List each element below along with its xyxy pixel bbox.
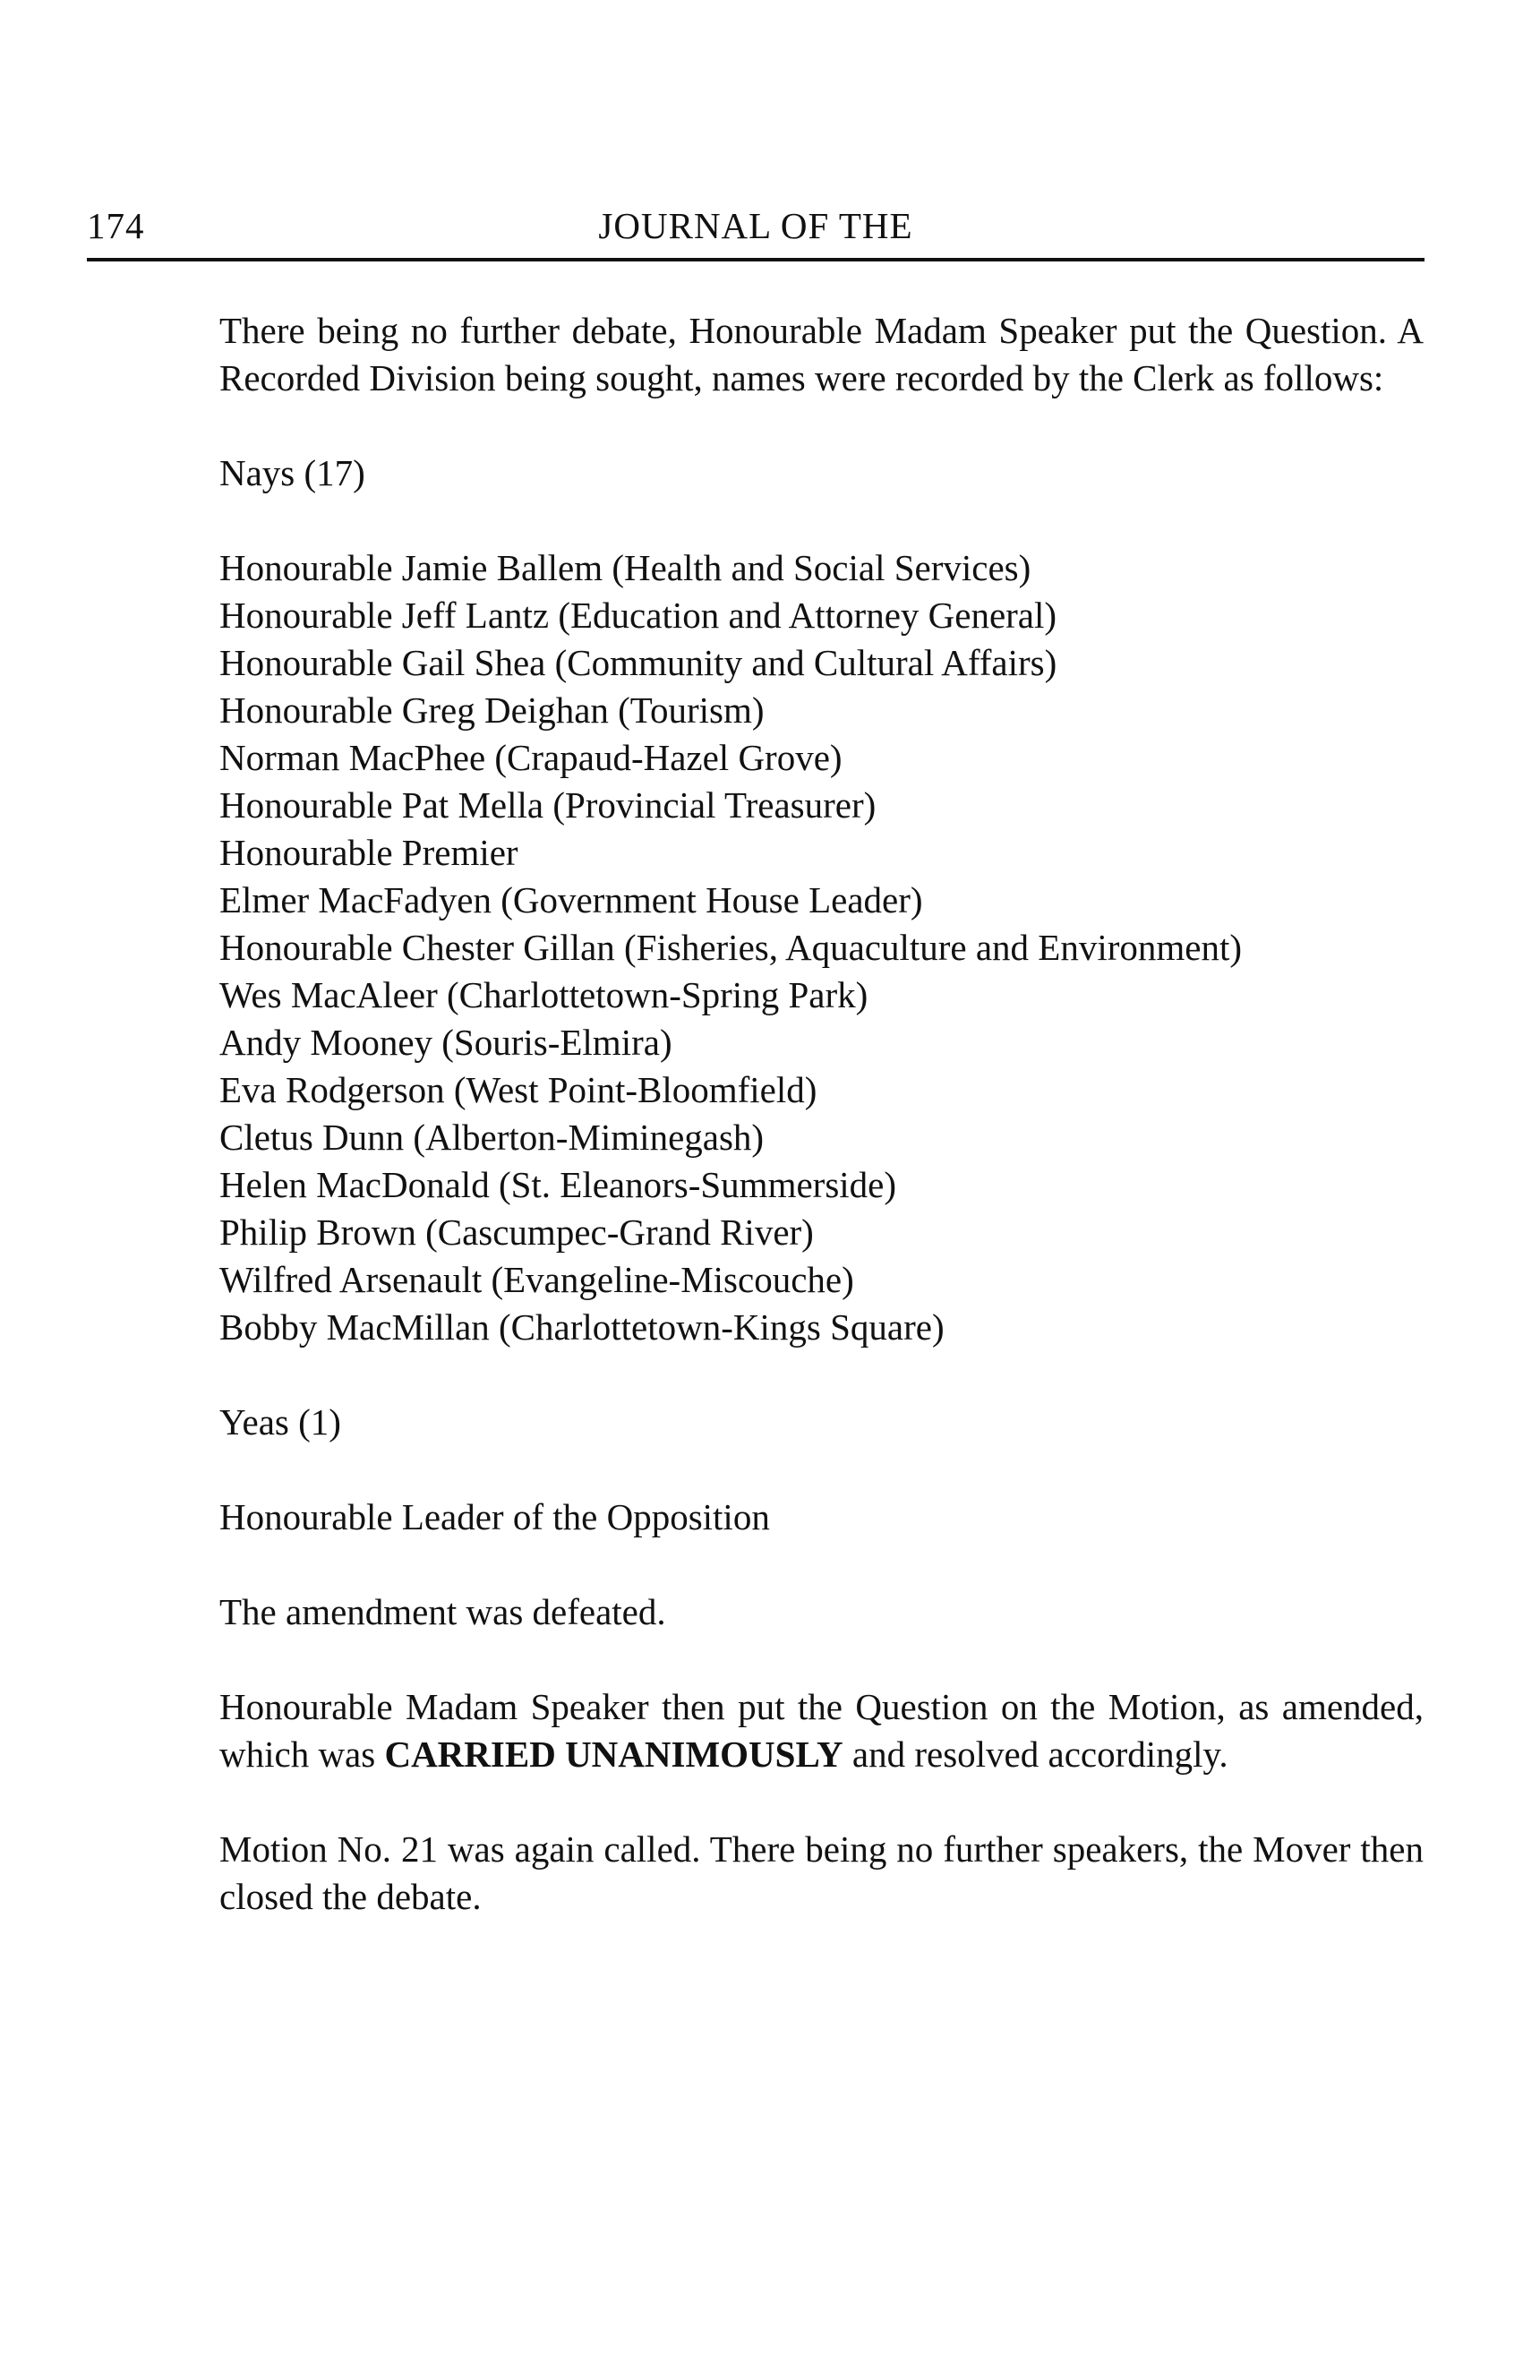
nays-member: Eva Rodgerson (West Point-Bloomfield) — [219, 1069, 817, 1110]
nays-member: Honourable Jeff Lantz (Education and Attorney General) — [219, 595, 1057, 636]
nays-member: Cletus Dunn (Alberton-Miminegash) — [219, 1117, 765, 1158]
nays-member: Honourable Gail Shea (Community and Cultural Affairs) — [219, 642, 1057, 683]
page-number: 174 — [87, 205, 145, 246]
nays-member: Honourable Premier — [219, 832, 518, 873]
nays-member: Honourable Jamie Ballem (Health and Social Services) — [219, 547, 1031, 588]
carried-unanimously: CARRIED UNANIMOUSLY — [384, 1734, 843, 1775]
nays-member: Wilfred Arsenault (Evangeline-Miscouche) — [219, 1259, 854, 1300]
nays-list — [219, 544, 1424, 1351]
intro-paragraph: There being no further debate, Honourable Madam Speaker put the Question. A Recorded Division being sought, names were recorded by the Clerk as follows: — [219, 310, 1424, 398]
page-header — [87, 199, 1424, 261]
journal-body — [219, 307, 1424, 1921]
nays-member: Philip Brown (Cascumpec-Grand River) — [219, 1211, 814, 1253]
nays-member: Elmer MacFadyen (Government House Leader) — [219, 879, 923, 920]
nays-member: Norman MacPhee (Crapaud-Hazel Grove) — [219, 737, 843, 778]
motion-question-tail: and resolved accordingly. — [843, 1734, 1228, 1775]
nays-member: Helen MacDonald (St. Eleanors-Summerside) — [219, 1164, 897, 1205]
running-head: JOURNAL OF THE — [598, 205, 913, 246]
yeas-member: Honourable Leader of the Opposition — [219, 1496, 770, 1537]
nays-heading: Nays (17) — [219, 452, 365, 493]
nays-member: Bobby MacMillan (Charlottetown-Kings Square) — [219, 1306, 945, 1348]
nays-member: Honourable Chester Gillan (Fisheries, Aquaculture and Environment) — [219, 927, 1243, 968]
amendment-result: The amendment was defeated. — [219, 1591, 666, 1632]
nays-member: Honourable Pat Mella (Provincial Treasurer) — [219, 784, 877, 826]
motion-question-text: Honourable Madam Speaker then put the Question on the Motion, as amended, which was — [219, 1686, 1424, 1775]
motion-question-paragraph — [219, 1683, 1424, 1778]
yeas-list — [219, 1494, 1424, 1541]
closing-paragraph: Motion No. 21 was again called. There being no further speakers, the Mover then closed the debate. — [219, 1828, 1424, 1917]
nays-member: Honourable Greg Deighan (Tourism) — [219, 689, 765, 731]
yeas-heading: Yeas (1) — [219, 1401, 341, 1443]
nays-member: Andy Mooney (Souris-Elmira) — [219, 1022, 672, 1063]
nays-member: Wes MacAleer (Charlottetown-Spring Park) — [219, 974, 868, 1015]
